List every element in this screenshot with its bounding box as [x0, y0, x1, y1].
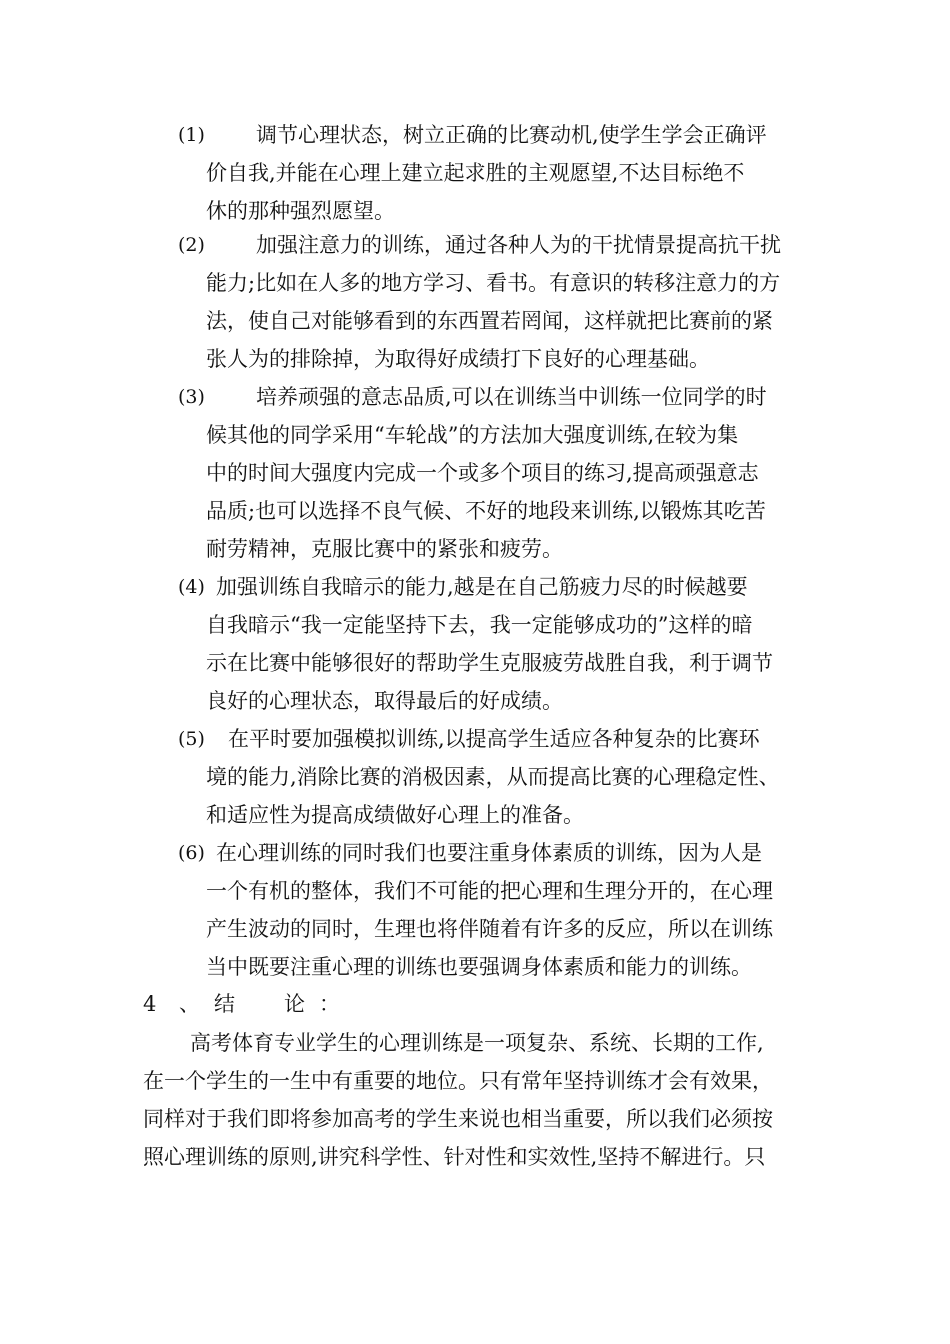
list-item-line: 候其他的同学采用“车轮战”的方法加大强度训练,在较为集 [206, 423, 739, 447]
list-marker: (1) [178, 124, 205, 146]
list-item-line: 产生波动的同时，生理也将伴随着有许多的反应，所以在训练 [206, 917, 773, 941]
list-marker: (2) [178, 234, 205, 256]
section-title: 、结 论： [179, 992, 354, 1016]
list-marker: (4) [178, 576, 205, 598]
list-item-line: 加强注意力的训练，通过各种人为的干扰情景提高抗干扰 [256, 233, 781, 257]
list-item-line: 中的时间大强度内完成一个或多个项目的练习,提高顽强意志 [206, 461, 759, 485]
list-item-line: 法，使自己对能够看到的东西置若罔闻，这样就把比赛前的紧 [206, 309, 773, 333]
list-item-line: 和适应性为提高成绩做好心理上的准备。 [206, 803, 584, 827]
section-heading [143, 990, 354, 1018]
list-item-line: 能力;比如在人多的地方学习、看书。有意识的转移注意力的方 [206, 271, 781, 295]
list-marker: (3) [178, 386, 205, 408]
list-item-line: 品质;也可以选择不良气候、不好的地段来训练,以锻炼其吃苦 [206, 499, 766, 523]
paragraph-line: 高考体育专业学生的心理训练是一项复杂、系统、长期的工作, [190, 1031, 764, 1055]
list-item-line: 价自我,并能在心理上建立起求胜的主观愿望,不达目标绝不 [206, 161, 745, 185]
list-item-line: 良好的心理状态，取得最后的好成绩。 [206, 689, 563, 713]
list-marker: (5) [178, 728, 205, 750]
list-item-line: 耐劳精神，克服比赛中的紧张和疲劳。 [206, 537, 563, 561]
list-item-line: 当中既要注重心理的训练也要强调身体素质和能力的训练。 [206, 955, 752, 979]
list-item-line: 境的能力,消除比赛的消极因素，从而提高比赛的心理稳定性、 [206, 765, 780, 789]
paragraph-line: 照心理训练的原则,讲究科学性、针对性和实效性,坚持不解进行。只 [143, 1145, 766, 1169]
list-item-line: 在心理训练的同时我们也要注重身体素质的训练，因为人是 [216, 841, 762, 865]
list-item-line: 休的那种强烈愿望。 [206, 199, 395, 223]
list-item-line: 调节心理状态，树立正确的比赛动机,使学生学会正确评 [256, 123, 767, 147]
section-number: 4 [143, 992, 157, 1016]
list-item-line: 在平时要加强模拟训练,以提高学生适应各种复杂的比赛环 [228, 727, 760, 751]
list-item-line: 张人为的排除掉，为取得好成绩打下良好的心理基础。 [206, 347, 710, 371]
list-item-line: 一个有机的整体，我们不可能的把心理和生理分开的，在心理 [206, 879, 773, 903]
list-item-line: 自我暗示“我一定能坚持下去，我一定能够成功的”这样的暗 [206, 613, 753, 637]
paragraph-line: 在一个学生的一生中有重要的地位。只有常年坚持训练才会有效果， [143, 1069, 773, 1093]
paragraph-line: 同样对于我们即将参加高考的学生来说也相当重要，所以我们必须按 [143, 1107, 773, 1131]
list-item-line: 示在比赛中能够很好的帮助学生克服疲劳战胜自我，利于调节 [206, 651, 773, 675]
list-marker: (6) [178, 842, 205, 864]
list-item-line: 培养顽强的意志品质,可以在训练当中训练一位同学的时 [256, 385, 767, 409]
list-item-line: 加强训练自我暗示的能力,越是在自己筋疲力尽的时候越要 [216, 575, 748, 599]
